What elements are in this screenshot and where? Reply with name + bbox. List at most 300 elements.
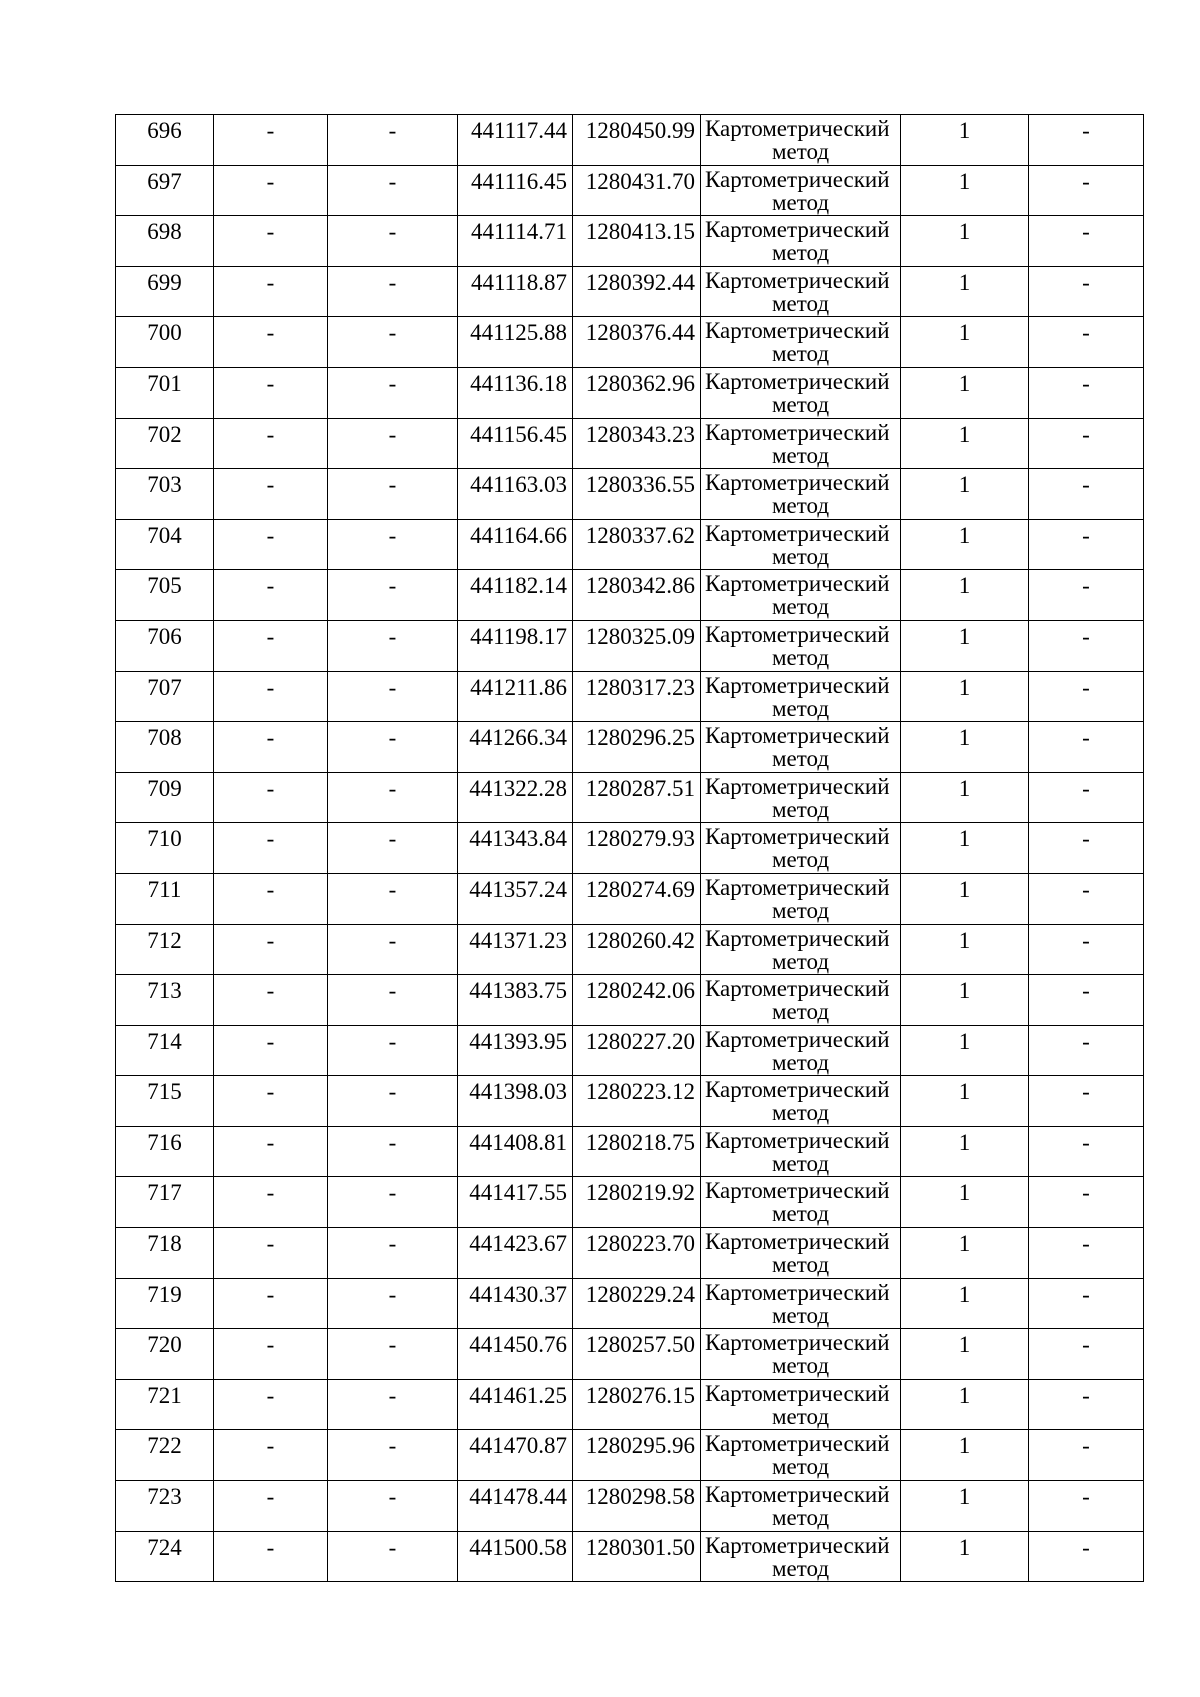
- method-text: [701, 1228, 900, 1276]
- method-line-1: Картометрический: [705, 723, 890, 749]
- note-text: -: [1082, 269, 1090, 295]
- method-line-1: Картометрический: [705, 470, 890, 496]
- point-number-text: 697: [147, 168, 182, 194]
- empty-cell: [328, 115, 458, 166]
- empty-text: -: [388, 876, 397, 902]
- method-line-1: Картометрический: [705, 419, 890, 445]
- table-row: [116, 873, 1144, 924]
- method-text: [701, 216, 900, 264]
- method-line-1: Картометрический: [705, 368, 890, 394]
- coordinate-y-cell: [573, 1025, 701, 1076]
- note-cell: [1029, 924, 1144, 975]
- method-line-1: Картометрический: [705, 1279, 890, 1305]
- empty-text: -: [266, 573, 275, 599]
- empty-text: -: [388, 927, 397, 953]
- empty-cell: [214, 975, 328, 1026]
- coordinate-x-cell: [458, 1126, 573, 1177]
- empty-cell: [214, 1177, 328, 1228]
- coordinate-x-text: 441393.95: [469, 1028, 567, 1054]
- accuracy-text: 1: [958, 1231, 971, 1257]
- point-number-text: 708: [147, 725, 182, 751]
- empty-text: -: [388, 168, 397, 194]
- empty-cell: [328, 873, 458, 924]
- method-cell: [701, 469, 901, 520]
- method-line-1: Картометрический: [705, 1178, 890, 1204]
- empty-cell: [328, 823, 458, 874]
- point-number-text: 723: [147, 1484, 182, 1510]
- coordinate-x-cell: [458, 418, 573, 469]
- empty-text: -: [266, 1281, 275, 1307]
- method-line-1: Картометрический: [705, 1532, 890, 1558]
- coordinate-y-cell: [573, 519, 701, 570]
- empty-cell: [328, 1126, 458, 1177]
- accuracy-text: 1: [958, 1281, 971, 1307]
- note-cell: [1029, 823, 1144, 874]
- empty-cell: [328, 165, 458, 216]
- coordinate-y-text: 1280287.51: [585, 775, 695, 801]
- table-row: [116, 722, 1144, 773]
- coordinate-x-text: 441118.87: [470, 269, 567, 295]
- method-line-2: метод: [771, 746, 830, 772]
- coordinate-y-cell: [573, 115, 701, 166]
- point-number-cell: [116, 873, 214, 924]
- coordinate-x-text: 441163.03: [470, 472, 567, 498]
- method-line-1: Картометрический: [705, 925, 890, 951]
- method-line-1: Картометрический: [705, 1431, 890, 1457]
- method-line-1: Картометрический: [705, 672, 890, 698]
- empty-text: -: [388, 421, 397, 447]
- note-cell: [1029, 519, 1144, 570]
- method-text: [701, 672, 900, 720]
- point-number-cell: [116, 1025, 214, 1076]
- accuracy-cell: [901, 924, 1029, 975]
- method-line-2: метод: [771, 644, 830, 670]
- empty-text: -: [388, 219, 397, 245]
- accuracy-cell: [901, 570, 1029, 621]
- note-text: -: [1082, 472, 1090, 498]
- empty-text: -: [388, 725, 397, 751]
- method-text: [701, 1481, 900, 1529]
- method-line-1: Картометрический: [705, 1380, 890, 1406]
- coordinate-x-cell: [458, 1076, 573, 1127]
- method-cell: [701, 1025, 901, 1076]
- method-cell: [701, 975, 901, 1026]
- point-number-text: 707: [147, 674, 182, 700]
- point-number-cell: [116, 924, 214, 975]
- accuracy-text: 1: [958, 1534, 971, 1560]
- note-cell: [1029, 1531, 1144, 1582]
- coordinate-x-cell: [458, 1228, 573, 1279]
- method-line-2: метод: [771, 290, 830, 316]
- method-text: [701, 267, 900, 315]
- method-cell: [701, 671, 901, 722]
- empty-cell: [214, 317, 328, 368]
- table-row: [116, 1531, 1144, 1582]
- coordinate-x-text: 441383.75: [469, 978, 567, 1004]
- method-line-1: Картометрический: [705, 1026, 890, 1052]
- method-text: [701, 1279, 900, 1327]
- method-cell: [701, 570, 901, 621]
- coordinate-x-text: 441114.71: [470, 219, 567, 245]
- empty-text: -: [388, 1382, 397, 1408]
- coordinate-y-cell: [573, 469, 701, 520]
- empty-cell: [328, 975, 458, 1026]
- accuracy-text: 1: [958, 168, 971, 194]
- method-line-1: Картометрический: [705, 1229, 890, 1255]
- point-number-text: 698: [147, 219, 182, 245]
- accuracy-text: 1: [958, 573, 971, 599]
- coordinate-x-text: 441125.88: [470, 320, 567, 346]
- method-line-2: метод: [771, 240, 830, 266]
- accuracy-text: 1: [958, 1332, 971, 1358]
- accuracy-text: 1: [958, 370, 971, 396]
- note-text: -: [1082, 370, 1090, 396]
- method-line-1: Картометрический: [705, 1330, 890, 1356]
- empty-cell: [328, 469, 458, 520]
- accuracy-cell: [901, 469, 1029, 520]
- empty-text: -: [266, 826, 275, 852]
- accuracy-cell: [901, 873, 1029, 924]
- method-line-2: метод: [771, 1049, 830, 1075]
- method-line-2: метод: [771, 1505, 830, 1531]
- point-number-text: 721: [147, 1382, 182, 1408]
- table-row: [116, 1228, 1144, 1279]
- coordinate-y-text: 1280431.70: [585, 168, 695, 194]
- empty-cell: [328, 1278, 458, 1329]
- empty-cell: [328, 266, 458, 317]
- empty-text: -: [266, 1028, 275, 1054]
- coordinate-x-cell: [458, 1025, 573, 1076]
- method-line-2: метод: [771, 1403, 830, 1429]
- coordinate-x-text: 441423.67: [469, 1231, 567, 1257]
- method-line-2: метод: [771, 493, 830, 519]
- accuracy-text: 1: [958, 320, 971, 346]
- method-line-2: метод: [771, 189, 830, 215]
- table-row: [116, 115, 1144, 166]
- point-number-cell: [116, 772, 214, 823]
- note-text: -: [1082, 826, 1090, 852]
- coordinate-x-cell: [458, 469, 573, 520]
- method-cell: [701, 1329, 901, 1380]
- method-text: [701, 975, 900, 1023]
- note-cell: [1029, 317, 1144, 368]
- method-line-2: метод: [771, 847, 830, 873]
- note-text: -: [1082, 118, 1090, 143]
- note-cell: [1029, 1481, 1144, 1532]
- table-row: [116, 1430, 1144, 1481]
- coordinate-x-cell: [458, 1379, 573, 1430]
- accuracy-text: 1: [958, 876, 971, 902]
- note-text: -: [1082, 219, 1090, 245]
- note-text: -: [1082, 320, 1090, 346]
- note-cell: [1029, 165, 1144, 216]
- method-text: [701, 621, 900, 669]
- empty-text: -: [266, 168, 275, 194]
- coordinate-y-text: 1280260.42: [585, 927, 695, 953]
- accuracy-text: 1: [958, 1180, 971, 1206]
- empty-text: -: [388, 978, 397, 1004]
- empty-text: -: [388, 1028, 397, 1054]
- empty-cell: [328, 1430, 458, 1481]
- note-cell: [1029, 469, 1144, 520]
- point-number-cell: [116, 1430, 214, 1481]
- empty-text: -: [266, 674, 275, 700]
- coordinate-y-cell: [573, 216, 701, 267]
- coordinate-y-text: 1280392.44: [585, 269, 695, 295]
- note-text: -: [1082, 1534, 1090, 1560]
- note-text: -: [1082, 725, 1090, 751]
- empty-cell: [328, 1228, 458, 1279]
- accuracy-cell: [901, 1379, 1029, 1430]
- empty-text: -: [388, 1180, 397, 1206]
- method-line-2: метод: [771, 1454, 830, 1480]
- point-number-cell: [116, 1177, 214, 1228]
- empty-text: -: [388, 1433, 397, 1459]
- accuracy-cell: [901, 823, 1029, 874]
- empty-cell: [214, 1025, 328, 1076]
- note-text: -: [1082, 1382, 1090, 1408]
- accuracy-text: 1: [958, 1028, 971, 1054]
- empty-cell: [328, 1025, 458, 1076]
- coordinate-x-cell: [458, 873, 573, 924]
- coordinate-x-cell: [458, 115, 573, 166]
- table-row: [116, 1278, 1144, 1329]
- point-number-cell: [116, 115, 214, 166]
- point-number-text: 710: [147, 826, 182, 852]
- coordinate-x-cell: [458, 519, 573, 570]
- method-line-2: метод: [771, 1353, 830, 1379]
- empty-text: -: [388, 1484, 397, 1510]
- coordinate-x-cell: [458, 1177, 573, 1228]
- method-line-2: метод: [771, 139, 830, 164]
- method-text: [701, 570, 900, 618]
- accuracy-cell: [901, 1278, 1029, 1329]
- coordinate-x-text: 441450.76: [469, 1332, 567, 1358]
- empty-text: -: [266, 775, 275, 801]
- coordinate-y-cell: [573, 924, 701, 975]
- method-text: [701, 368, 900, 416]
- coordinate-y-cell: [573, 1126, 701, 1177]
- accuracy-cell: [901, 216, 1029, 267]
- empty-text: -: [388, 1281, 397, 1307]
- empty-text: -: [266, 1534, 275, 1560]
- note-text: -: [1082, 573, 1090, 599]
- method-text: [701, 1430, 900, 1478]
- coordinate-x-cell: [458, 367, 573, 418]
- coordinate-x-text: 441461.25: [469, 1382, 567, 1408]
- method-text: [701, 520, 900, 568]
- coordinate-y-text: 1280342.86: [585, 573, 695, 599]
- point-number-text: 704: [147, 522, 182, 548]
- method-line-2: метод: [771, 1100, 830, 1126]
- coordinate-x-text: 441136.18: [470, 370, 567, 396]
- coordinate-x-text: 441211.86: [470, 674, 567, 700]
- method-line-2: метод: [771, 391, 830, 417]
- empty-text: -: [388, 573, 397, 599]
- empty-text: -: [388, 674, 397, 700]
- coordinate-y-cell: [573, 1531, 701, 1582]
- empty-text: -: [266, 219, 275, 245]
- coordinate-x-cell: [458, 671, 573, 722]
- method-line-1: Картометрический: [705, 1127, 890, 1153]
- coordinate-y-cell: [573, 722, 701, 773]
- method-line-2: метод: [771, 1150, 830, 1176]
- table-row: [116, 418, 1144, 469]
- empty-text: -: [266, 370, 275, 396]
- coordinate-y-text: 1280450.99: [585, 118, 695, 143]
- accuracy-cell: [901, 671, 1029, 722]
- method-cell: [701, 1076, 901, 1127]
- empty-cell: [214, 216, 328, 267]
- empty-cell: [328, 418, 458, 469]
- coordinate-x-cell: [458, 722, 573, 773]
- method-line-2: метод: [771, 796, 830, 822]
- coordinate-x-cell: [458, 216, 573, 267]
- point-number-cell: [116, 367, 214, 418]
- table-row: [116, 823, 1144, 874]
- empty-text: -: [388, 1231, 397, 1257]
- note-text: -: [1082, 1129, 1090, 1155]
- method-cell: [701, 317, 901, 368]
- coordinate-y-cell: [573, 266, 701, 317]
- accuracy-cell: [901, 1481, 1029, 1532]
- method-cell: [701, 924, 901, 975]
- point-number-cell: [116, 317, 214, 368]
- method-text: [701, 1127, 900, 1175]
- accuracy-text: 1: [958, 219, 971, 245]
- accuracy-cell: [901, 317, 1029, 368]
- accuracy-cell: [901, 519, 1029, 570]
- point-number-cell: [116, 1329, 214, 1380]
- coordinate-y-cell: [573, 1481, 701, 1532]
- empty-text: -: [388, 370, 397, 396]
- method-line-1: Картометрический: [705, 520, 890, 546]
- method-cell: [701, 1126, 901, 1177]
- point-number-cell: [116, 1228, 214, 1279]
- table-row: [116, 620, 1144, 671]
- empty-cell: [214, 367, 328, 418]
- coordinate-x-text: 441357.24: [469, 876, 567, 902]
- table-row: [116, 1177, 1144, 1228]
- note-text: -: [1082, 1180, 1090, 1206]
- coordinate-y-cell: [573, 367, 701, 418]
- method-line-1: Картометрический: [705, 621, 890, 647]
- coordinate-x-text: 441116.45: [470, 168, 567, 194]
- coordinate-x-cell: [458, 570, 573, 621]
- empty-cell: [214, 873, 328, 924]
- coordinate-x-text: 441500.58: [469, 1534, 567, 1560]
- table-row: [116, 519, 1144, 570]
- coordinate-y-cell: [573, 1228, 701, 1279]
- note-text: -: [1082, 927, 1090, 953]
- empty-cell: [214, 1481, 328, 1532]
- method-line-2: метод: [771, 543, 830, 569]
- coordinate-y-text: 1280343.23: [585, 421, 695, 447]
- accuracy-text: 1: [958, 674, 971, 700]
- empty-text: -: [266, 320, 275, 346]
- note-text: -: [1082, 421, 1090, 447]
- coordinate-y-text: 1280279.93: [585, 826, 695, 852]
- method-text: [701, 1026, 900, 1074]
- coordinate-y-text: 1280242.06: [585, 978, 695, 1004]
- empty-cell: [214, 519, 328, 570]
- note-cell: [1029, 418, 1144, 469]
- method-line-1: Картометрический: [705, 318, 890, 344]
- note-cell: [1029, 873, 1144, 924]
- accuracy-text: 1: [958, 522, 971, 548]
- method-cell: [701, 216, 901, 267]
- point-number-cell: [116, 823, 214, 874]
- coordinate-y-cell: [573, 1278, 701, 1329]
- empty-text: -: [388, 623, 397, 649]
- note-cell: [1029, 1278, 1144, 1329]
- coordinate-x-text: 441117.44: [470, 118, 567, 143]
- note-text: -: [1082, 168, 1090, 194]
- method-line-2: метод: [771, 594, 830, 620]
- method-line-1: Картометрический: [705, 976, 890, 1002]
- method-line-2: метод: [771, 897, 830, 923]
- coordinate-y-text: 1280337.62: [585, 522, 695, 548]
- empty-cell: [214, 469, 328, 520]
- table-row: [116, 216, 1144, 267]
- note-cell: [1029, 620, 1144, 671]
- empty-text: -: [266, 472, 275, 498]
- table-row: [116, 1481, 1144, 1532]
- empty-text: -: [266, 1433, 275, 1459]
- accuracy-cell: [901, 1531, 1029, 1582]
- coordinate-y-text: 1280223.12: [585, 1079, 695, 1105]
- coordinate-x-text: 441417.55: [469, 1180, 567, 1206]
- coordinate-y-text: 1280274.69: [585, 876, 695, 902]
- method-text: [701, 722, 900, 770]
- empty-text: -: [388, 826, 397, 852]
- method-line-1: Картометрический: [705, 166, 890, 192]
- method-line-1: Картометрический: [705, 773, 890, 799]
- method-line-1: Картометрический: [705, 824, 890, 850]
- coordinate-y-cell: [573, 620, 701, 671]
- coordinate-x-text: 441408.81: [469, 1129, 567, 1155]
- empty-text: -: [388, 1079, 397, 1105]
- coordinate-y-text: 1280229.24: [585, 1281, 695, 1307]
- point-number-text: 715: [147, 1079, 182, 1105]
- coordinate-x-cell: [458, 1278, 573, 1329]
- note-text: -: [1082, 876, 1090, 902]
- coordinate-x-cell: [458, 823, 573, 874]
- method-cell: [701, 1228, 901, 1279]
- method-text: [701, 1076, 900, 1124]
- note-text: -: [1082, 1484, 1090, 1510]
- empty-cell: [328, 671, 458, 722]
- accuracy-text: 1: [958, 1484, 971, 1510]
- coordinate-x-text: 441398.03: [469, 1079, 567, 1105]
- point-number-text: 696: [147, 118, 182, 143]
- table-row: [116, 671, 1144, 722]
- empty-cell: [214, 418, 328, 469]
- empty-cell: [214, 722, 328, 773]
- empty-text: -: [266, 725, 275, 751]
- coordinate-x-cell: [458, 266, 573, 317]
- empty-cell: [328, 216, 458, 267]
- table-row: [116, 266, 1144, 317]
- coordinate-y-text: 1280227.20: [585, 1028, 695, 1054]
- point-number-cell: [116, 620, 214, 671]
- method-line-2: метод: [771, 1302, 830, 1328]
- coordinate-x-cell: [458, 1329, 573, 1380]
- point-number-text: 720: [147, 1332, 182, 1358]
- coordinate-y-cell: [573, 1329, 701, 1380]
- empty-text: -: [388, 1534, 397, 1560]
- empty-text: -: [266, 118, 275, 143]
